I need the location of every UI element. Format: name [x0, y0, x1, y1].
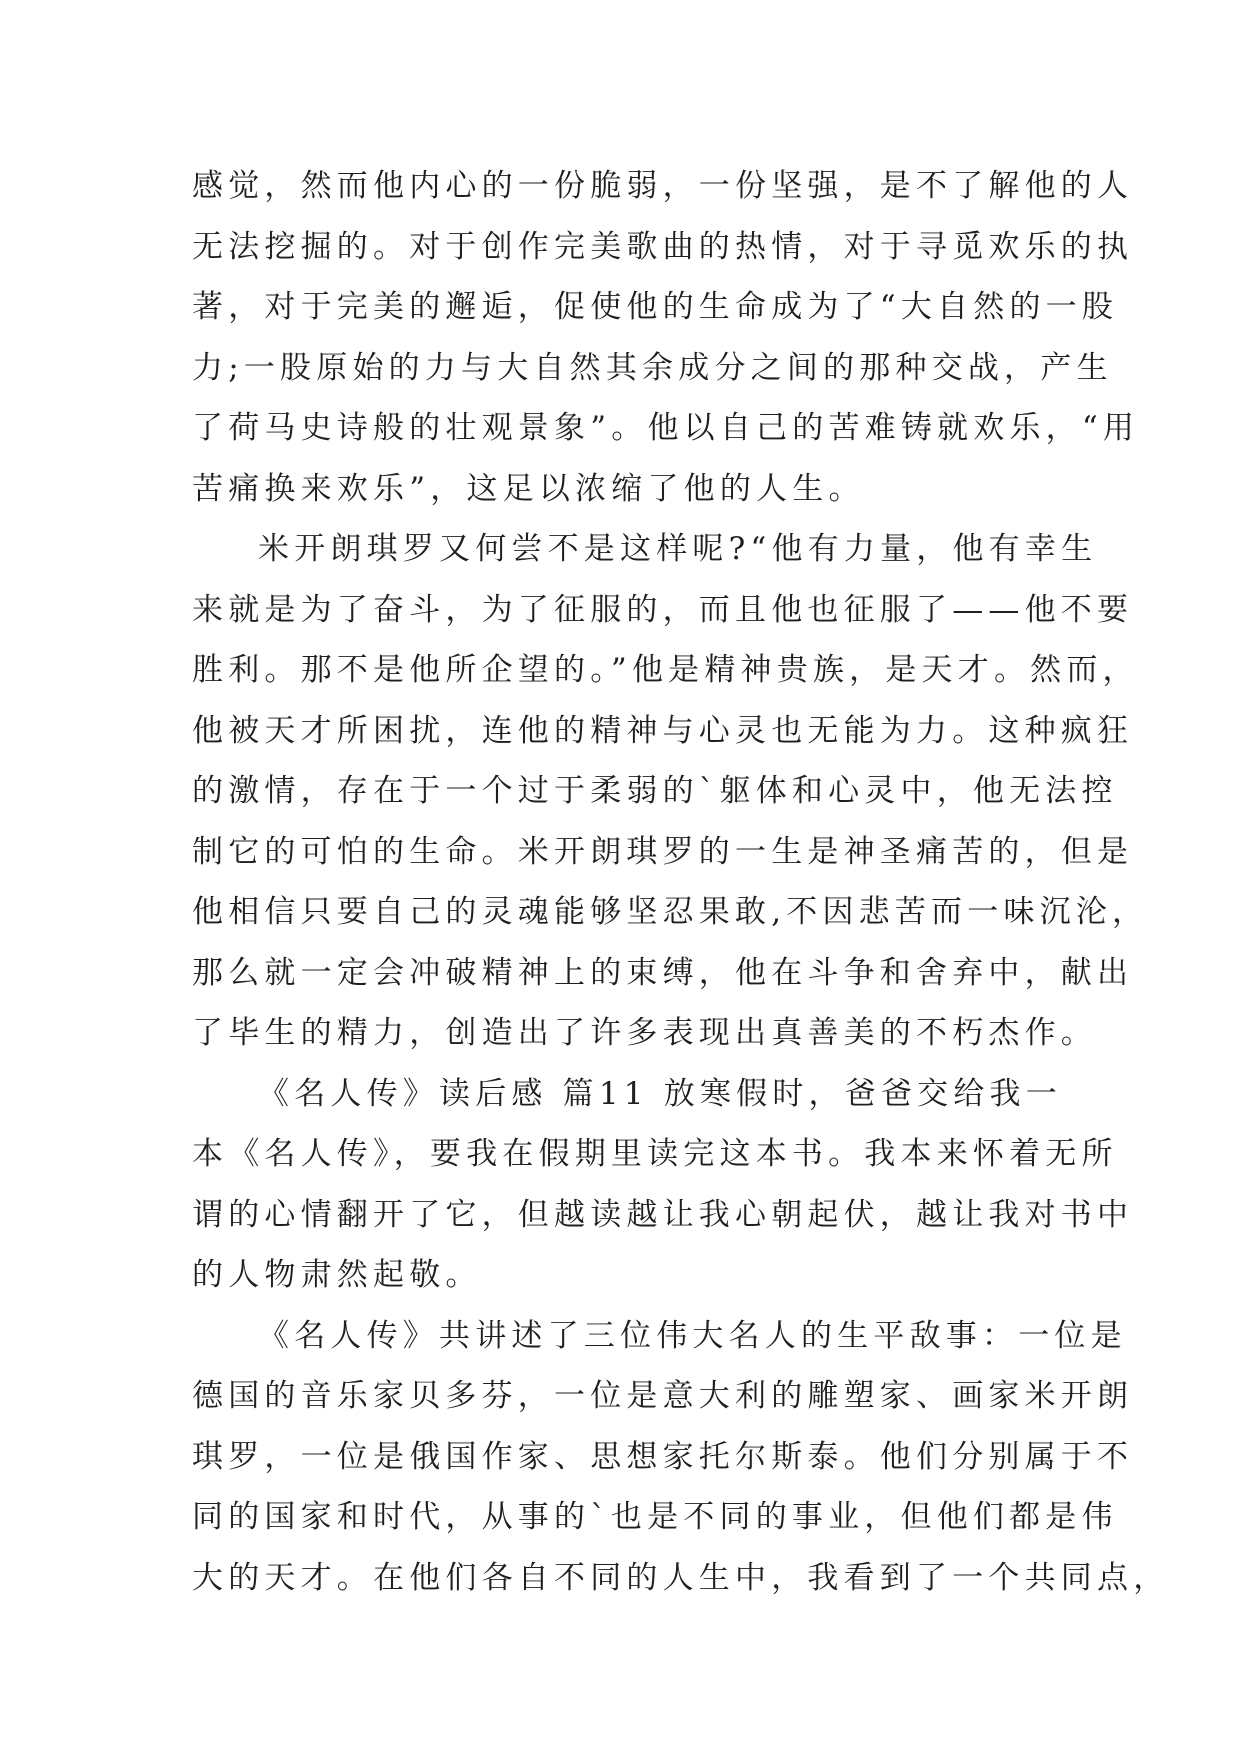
text-line: 了荷马史诗般的壮观景象”。他以自己的苦难铸就欢乐，“用	[192, 410, 1140, 446]
text-line: 米开朗琪罗又何尝不是这样呢?“他有力量，他有幸生	[258, 531, 1098, 567]
text-line: 著，对于完美的邂逅，促使他的生命成为了“大自然的一股	[192, 289, 1119, 325]
text-line: 胜利。那不是他所企望的。”他是精神贵族，是天才。然而，	[192, 652, 1139, 688]
text-line: 《名人传》读后感 篇11 放寒假时，爸爸交给我一	[258, 1075, 1062, 1112]
text-line: 那么就一定会冲破精神上的束缚，他在斗争和舍弃中，献出	[192, 954, 1134, 991]
text-line: 他相信只要自己的灵魂能够坚忍果敢,不因悲苦而一味沉沦，	[192, 894, 1149, 930]
text-line: 了毕生的精力，创造出了许多表现出真善美的不朽杰作。	[192, 1015, 1097, 1051]
text-line: 力;一股原始的力与大自然其余成分之间的那种交战，产生	[192, 349, 1113, 386]
text-line: 琪罗，一位是俄国作家、思想家托尔斯泰。他们分别属于不	[192, 1438, 1134, 1475]
text-line: 《名人传》共讲述了三位伟大名人的生平敌事：一位是	[258, 1317, 1127, 1354]
document-body	[192, 156, 1170, 1608]
text-line: 感觉，然而他内心的一份脆弱，一份坚强，是不了解他的人	[192, 168, 1134, 204]
text-line: 他被天才所困扰，连他的精神与心灵也无能为力。这种疯狂	[192, 712, 1134, 749]
text-line: 无法挖掘的。对于创作完美歌曲的热情，对于寻觅欢乐的执	[192, 228, 1134, 265]
text-line: 谓的心情翻开了它，但越读越让我心朝起伏，越让我对书中	[192, 1196, 1134, 1233]
text-line: 德国的音乐家贝多芬，一位是意大利的雕塑家、画家米开朗	[192, 1378, 1134, 1414]
text-line: 本《名人传》，要我在假期里读完这本书。我本来怀着无所	[192, 1136, 1118, 1172]
text-line: 大的天才。在他们各自不同的人生中，我看到了一个共同点，	[192, 1559, 1170, 1596]
text-line: 同的国家和时代，从事的`也是不同的事业，但他们都是伟	[192, 1499, 1118, 1535]
text-line: 苦痛换来欢乐”，这足以浓缩了他的人生。	[192, 470, 865, 507]
text-line: 的人物肃然起敬。	[192, 1257, 482, 1293]
text-line: 制它的可怕的生命。米开朗琪罗的一生是神圣痛苦的，但是	[192, 833, 1134, 870]
text-line: 来就是为了奋斗，为了征服的，而且他也征服了——他不要	[192, 591, 1134, 628]
text-line: 的激情，存在于一个过于柔弱的`躯体和心灵中，他无法控	[192, 773, 1118, 809]
